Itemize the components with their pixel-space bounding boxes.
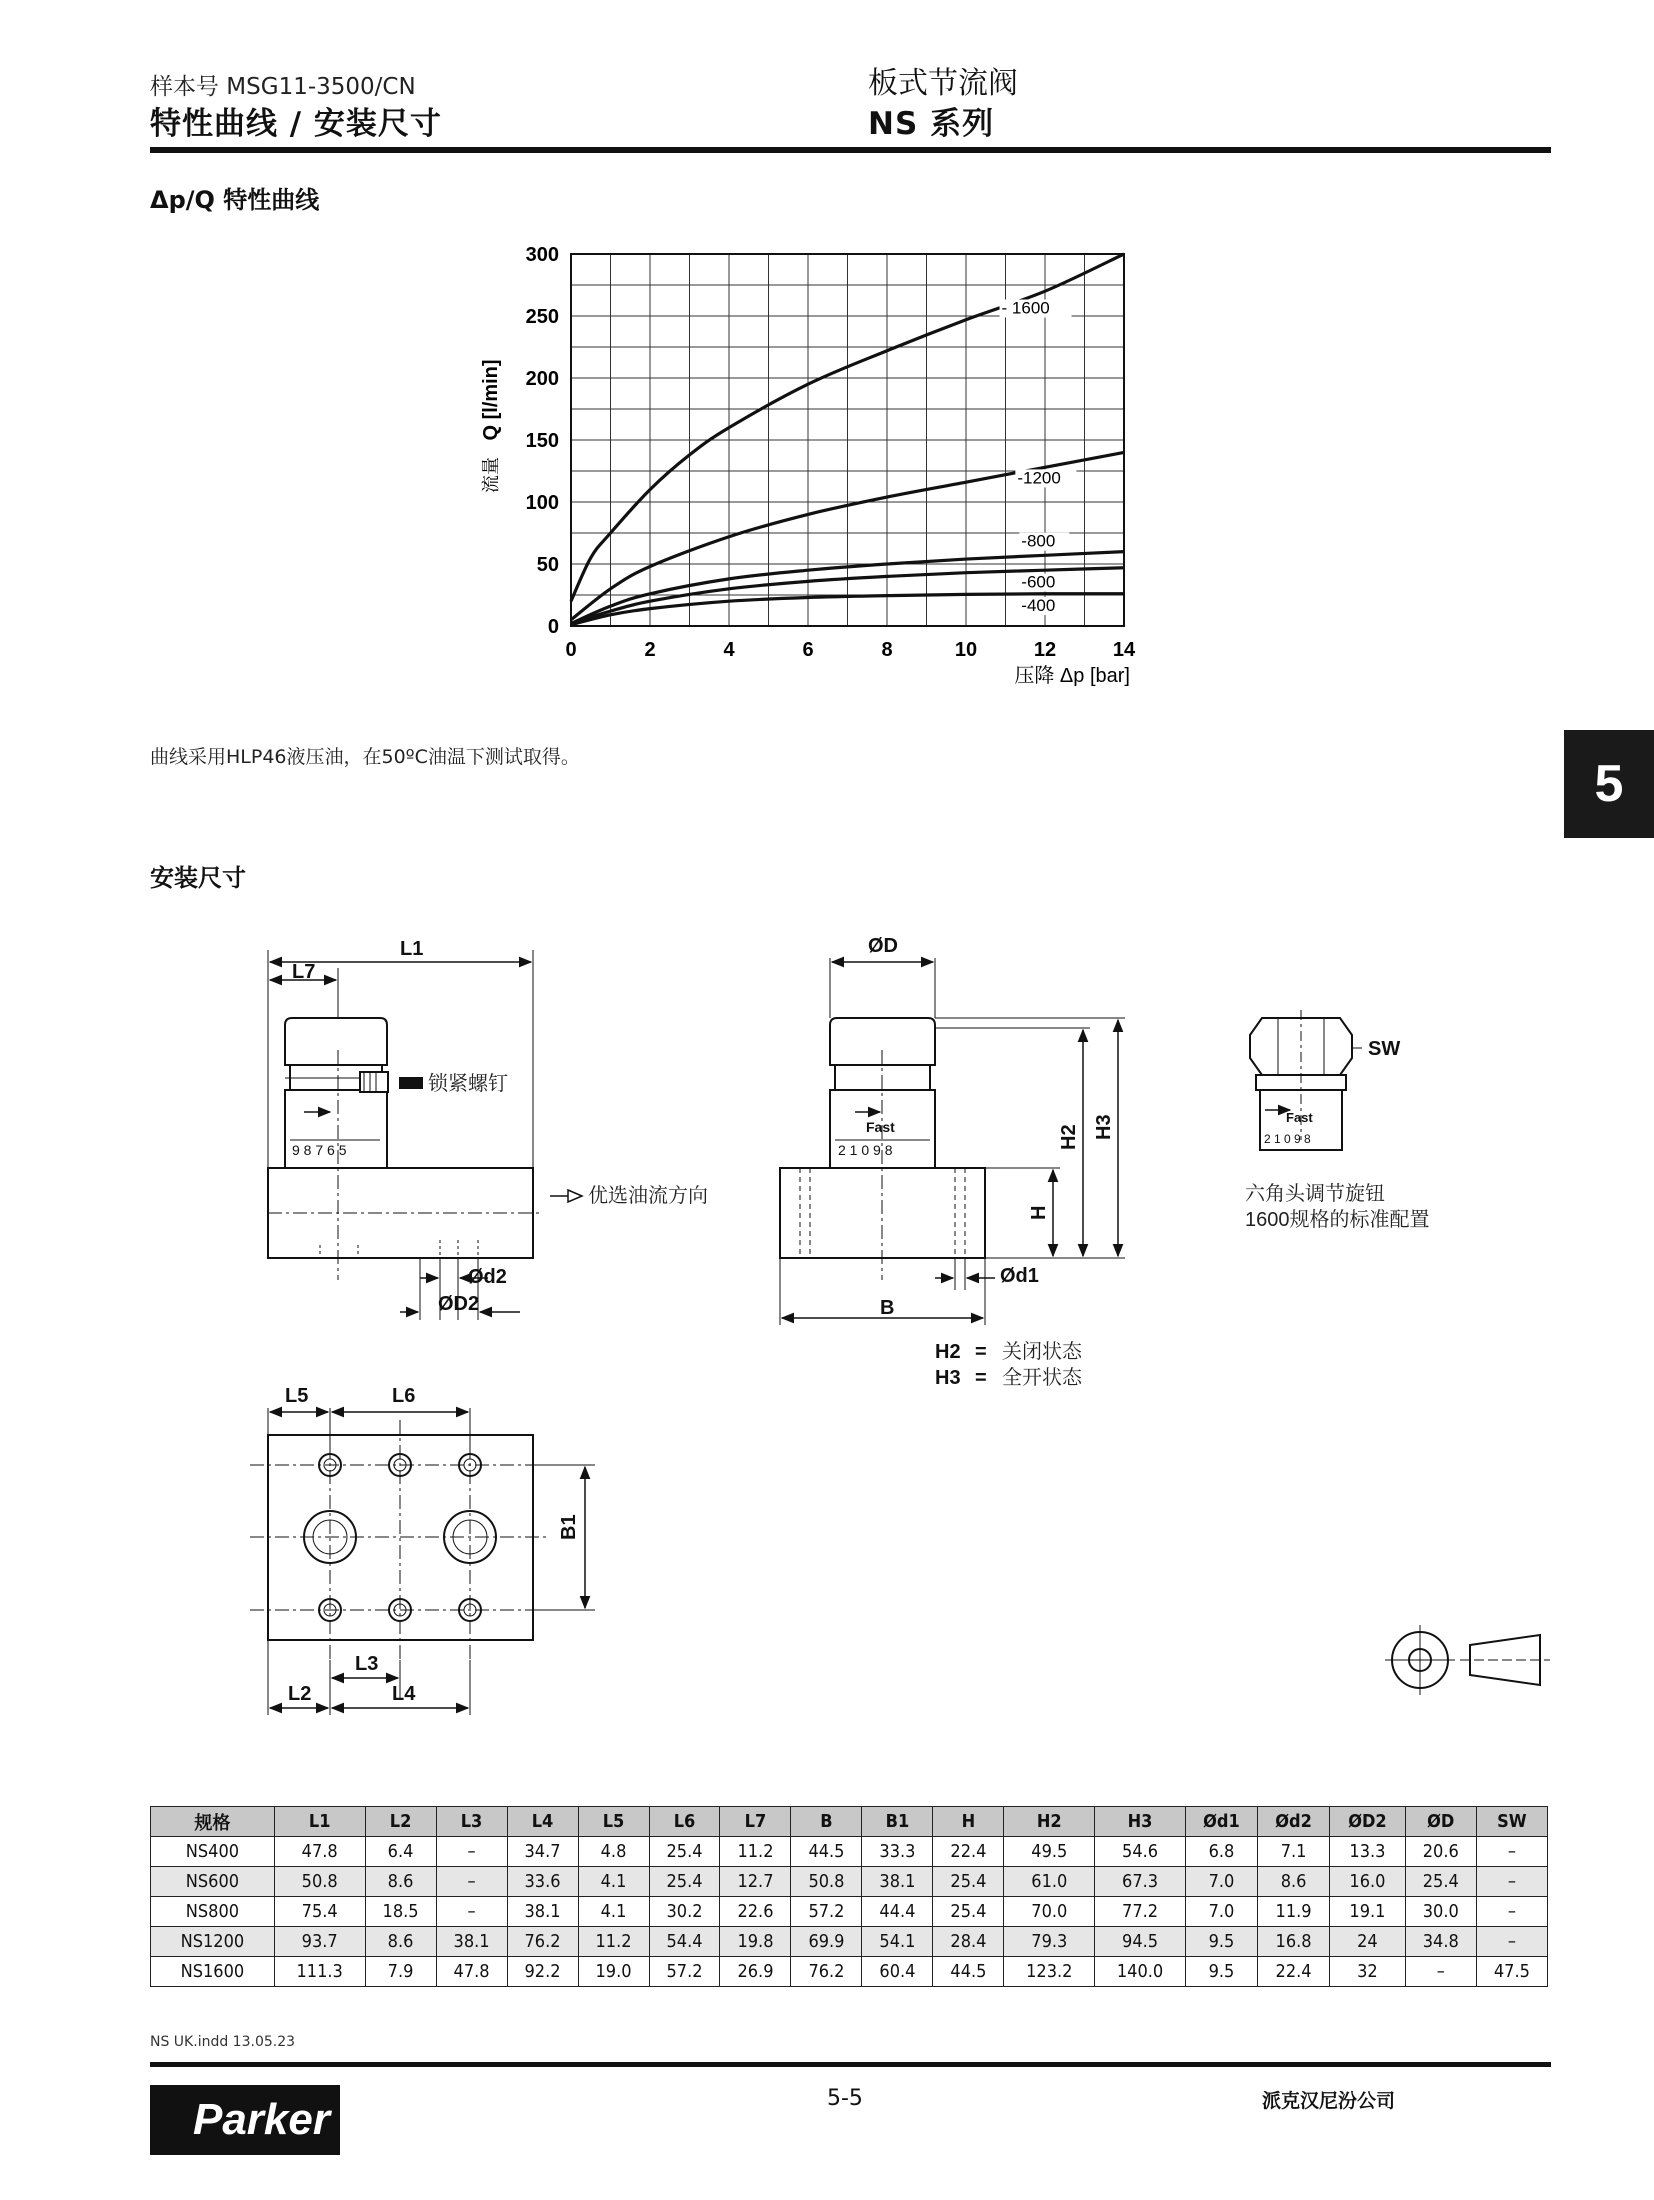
legend-eq-1: = <box>975 1341 987 1363</box>
table-cell: 16.8 <box>1258 1927 1330 1957</box>
label-B1: B1 <box>558 1514 580 1540</box>
chapter-tab: 5 <box>1564 730 1654 838</box>
table-cell: 54.4 <box>649 1927 720 1957</box>
table-cell: 30.2 <box>649 1897 720 1927</box>
table-header-cell: L2 <box>365 1807 436 1837</box>
table-row <box>151 1897 1548 1927</box>
series-label: -600 <box>1021 572 1056 592</box>
y-tick-label: 250 <box>525 306 559 328</box>
label-D2: ØD2 <box>438 1293 480 1315</box>
table-cell: NS1200 <box>151 1927 275 1957</box>
table-cell: 25.4 <box>1405 1867 1476 1897</box>
y-tick-label: 100 <box>525 492 559 514</box>
dimension-table <box>150 1806 1548 1987</box>
table-cell: 22.6 <box>720 1897 791 1927</box>
chart-section-title: Δp/Q 特性曲线 <box>150 186 320 214</box>
label-H3-desc: 全开状态 <box>1002 1367 1082 1389</box>
table-cell: 77.2 <box>1095 1897 1186 1927</box>
table-cell: 75.4 <box>274 1897 365 1927</box>
scale-hex: 2 1 0 9 8 <box>1264 1132 1311 1146</box>
table-header-cell: L5 <box>578 1807 649 1837</box>
table-cell: 7.1 <box>1258 1837 1330 1867</box>
table-header-cell: L4 <box>507 1807 578 1837</box>
table-cell: 8.6 <box>365 1867 436 1897</box>
table-cell: 11.2 <box>578 1927 649 1957</box>
table-cell: 140.0 <box>1095 1957 1186 1987</box>
label-H2-desc: 关闭状态 <box>1002 1341 1082 1363</box>
table-row <box>151 1927 1548 1957</box>
header-rule <box>150 147 1551 153</box>
table-cell: 38.1 <box>862 1867 933 1897</box>
table-cell: 49.5 <box>1004 1837 1095 1867</box>
table-cell: 69.9 <box>791 1927 862 1957</box>
projection-symbol-icon <box>1385 1625 1550 1695</box>
table-header-cell: L6 <box>649 1807 720 1837</box>
table-cell: 12.7 <box>720 1867 791 1897</box>
table-cell: 13.3 <box>1330 1837 1406 1867</box>
label-L7: L7 <box>292 961 316 983</box>
table-cell: 32 <box>1330 1957 1406 1987</box>
table-cell: 22.4 <box>1258 1957 1330 1987</box>
series-label: -1200 <box>1017 468 1061 488</box>
table-cell: 4.1 <box>578 1867 649 1897</box>
table-cell: 4.8 <box>578 1837 649 1867</box>
table-cell: 19.8 <box>720 1927 791 1957</box>
label-flow-dir: 优选油流方向 <box>588 1185 708 1207</box>
table-cell: 111.3 <box>274 1957 365 1987</box>
y-tick-label: 150 <box>525 430 559 452</box>
table-header-cell: L1 <box>274 1807 365 1837</box>
table-header-cell: ØD2 <box>1330 1807 1406 1837</box>
label-L3: L3 <box>355 1653 379 1675</box>
table-cell: 4.1 <box>578 1897 649 1927</box>
table-cell: 26.9 <box>720 1957 791 1987</box>
table-cell: – <box>1476 1837 1547 1867</box>
file-info: NS UK.indd 13.05.23 <box>150 2034 296 2050</box>
x-tick-label: 0 <box>565 639 577 661</box>
hex-fast: Fast <box>1286 1110 1313 1125</box>
characteristic-chart <box>460 230 1160 700</box>
table-cell: – <box>1476 1897 1547 1927</box>
table-cell: 44.5 <box>791 1837 862 1867</box>
table-cell: 54.1 <box>862 1927 933 1957</box>
table-row <box>151 1957 1548 1987</box>
series-label: - 1600 <box>1001 298 1050 318</box>
table-cell: – <box>1476 1927 1547 1957</box>
table-cell: 123.2 <box>1004 1957 1095 1987</box>
hex-knob-view <box>1250 1010 1362 1150</box>
bottom-view <box>250 1408 595 1715</box>
label-H2: H2 <box>1058 1124 1080 1150</box>
table-cell: 57.2 <box>791 1897 862 1927</box>
table-cell: 9.5 <box>1185 1957 1257 1987</box>
section-title: 特性曲线 / 安装尺寸 <box>150 106 442 142</box>
table-cell: 50.8 <box>791 1867 862 1897</box>
table-cell: 9.5 <box>1185 1927 1257 1957</box>
table-cell: 92.2 <box>507 1957 578 1987</box>
label-SW: SW <box>1368 1038 1401 1060</box>
label-B: B <box>880 1297 895 1319</box>
scale-left: 9 8 7 6 5 <box>292 1142 347 1158</box>
table-header-cell: H3 <box>1095 1807 1186 1837</box>
side-knob-top <box>285 1018 387 1065</box>
page-number: 5-5 <box>827 2086 863 2111</box>
series-title: NS 系列 <box>868 106 995 142</box>
table-cell: 61.0 <box>1004 1867 1095 1897</box>
x-tick-label: 4 <box>723 639 735 661</box>
table-cell: – <box>436 1837 507 1867</box>
table-cell: 44.4 <box>862 1897 933 1927</box>
table-header-cell: H2 <box>1004 1807 1095 1837</box>
table-cell: 33.3 <box>862 1837 933 1867</box>
table-cell: 7.0 <box>1185 1867 1257 1897</box>
table-cell: NS800 <box>151 1897 275 1927</box>
table-cell: 67.3 <box>1095 1867 1186 1897</box>
table-cell: 47.5 <box>1476 1957 1547 1987</box>
label-d1: Ød1 <box>1000 1265 1039 1287</box>
table-header-cell: H <box>933 1807 1004 1837</box>
table-cell: 57.2 <box>649 1957 720 1987</box>
parker-logo: Parker <box>150 2085 340 2155</box>
installation-drawings <box>0 900 1654 1740</box>
table-cell: 38.1 <box>436 1927 507 1957</box>
label-H: H <box>1028 1205 1050 1220</box>
table-cell: 34.8 <box>1405 1927 1476 1957</box>
table-cell: 70.0 <box>1004 1897 1095 1927</box>
table-cell: 18.5 <box>365 1897 436 1927</box>
label-L1: L1 <box>400 938 424 960</box>
table-cell: 11.2 <box>720 1837 791 1867</box>
chart-note: 曲线采用HLP46液压油，在50ºC油温下测试取得。 <box>150 746 580 768</box>
table-cell: 47.8 <box>274 1837 365 1867</box>
x-tick-label: 10 <box>954 639 978 661</box>
table-header-cell: B1 <box>862 1807 933 1837</box>
table-cell: 8.6 <box>365 1927 436 1957</box>
table-cell: 7.9 <box>365 1957 436 1987</box>
hex-note-1: 六角头调节旋钮 <box>1245 1183 1385 1205</box>
table-cell: 25.4 <box>649 1837 720 1867</box>
table-header-cell: 规格 <box>151 1807 275 1837</box>
hex-note-2: 1600规格的标准配置 <box>1245 1209 1430 1231</box>
x-tick-label: 2 <box>644 639 656 661</box>
label-L2: L2 <box>288 1683 312 1705</box>
table-header-cell: B <box>791 1807 862 1837</box>
y-tick-label: 300 <box>525 244 559 266</box>
table-cell: 76.2 <box>507 1927 578 1957</box>
table-cell: 7.0 <box>1185 1897 1257 1927</box>
label-d2: Ød2 <box>468 1266 507 1288</box>
table-row <box>151 1837 1548 1867</box>
label-fast: Fast <box>866 1119 895 1135</box>
table-cell: NS1600 <box>151 1957 275 1987</box>
x-tick-label: 14 <box>1112 639 1136 661</box>
series-label: -400 <box>1021 596 1056 616</box>
table-cell: 6.8 <box>1185 1837 1257 1867</box>
table-header-cell: SW <box>1476 1807 1547 1837</box>
table-cell: 34.7 <box>507 1837 578 1867</box>
table-cell: 8.6 <box>1258 1867 1330 1897</box>
legend-H3: H3 <box>935 1367 961 1389</box>
table-cell: 94.5 <box>1095 1927 1186 1957</box>
table-cell: 93.7 <box>274 1927 365 1957</box>
table-cell: – <box>1405 1957 1476 1987</box>
table-header-cell: Ød1 <box>1185 1807 1257 1837</box>
label-L6: L6 <box>392 1385 416 1407</box>
y-tick-label: 200 <box>525 368 559 390</box>
table-cell: 28.4 <box>933 1927 1004 1957</box>
table-cell: 19.0 <box>578 1957 649 1987</box>
scale-mid: 2 1 0 9 8 <box>838 1142 893 1158</box>
legend-H2: H2 <box>935 1341 961 1363</box>
table-cell: 19.1 <box>1330 1897 1406 1927</box>
legend-eq-2: = <box>975 1367 987 1389</box>
table-cell: 38.1 <box>507 1897 578 1927</box>
x-tick-label: 12 <box>1033 639 1057 661</box>
product-name: 板式节流阀 <box>868 66 1018 101</box>
x-axis-label: 压降 Δp [bar] <box>1014 665 1130 687</box>
table-cell: 50.8 <box>274 1867 365 1897</box>
y-tick-label: 0 <box>547 616 559 638</box>
footer-rule <box>150 2062 1551 2067</box>
label-H3: H3 <box>1093 1114 1115 1140</box>
side-view <box>268 950 582 1320</box>
table-cell: 30.0 <box>1405 1897 1476 1927</box>
table-cell: 79.3 <box>1004 1927 1095 1957</box>
table-cell: 76.2 <box>791 1957 862 1987</box>
table-cell: 47.8 <box>436 1957 507 1987</box>
label-L4: L4 <box>392 1683 416 1705</box>
label-D: ØD <box>868 935 898 957</box>
table-row <box>151 1867 1548 1897</box>
y-tick-label: 50 <box>536 554 559 576</box>
y-axis-label: Q [l/min] <box>480 359 502 441</box>
table-cell: 44.5 <box>933 1957 1004 1987</box>
table-cell: 25.4 <box>649 1867 720 1897</box>
label-lock-screw: 锁紧螺钉 <box>428 1073 508 1095</box>
table-header-cell: ØD <box>1405 1807 1476 1837</box>
table-cell: NS400 <box>151 1837 275 1867</box>
table-cell: 22.4 <box>933 1837 1004 1867</box>
table-cell: 24 <box>1330 1927 1406 1957</box>
table-cell: NS600 <box>151 1867 275 1897</box>
table-cell: – <box>436 1897 507 1927</box>
company-name: 派克汉尼汾公司 <box>1262 2090 1396 2112</box>
install-section-title: 安装尺寸 <box>150 864 246 892</box>
table-cell: 54.6 <box>1095 1837 1186 1867</box>
y-axis-label-cn: 流量 <box>481 457 501 493</box>
catalog-number: 样本号 MSG11-3500/CN <box>150 74 416 100</box>
x-tick-label: 8 <box>881 639 893 661</box>
table-header-cell: L7 <box>720 1807 791 1837</box>
table-cell: – <box>436 1867 507 1897</box>
table-cell: 25.4 <box>933 1897 1004 1927</box>
table-cell: 33.6 <box>507 1867 578 1897</box>
table-cell: 25.4 <box>933 1867 1004 1897</box>
table-cell: 16.0 <box>1330 1867 1406 1897</box>
table-cell: 6.4 <box>365 1837 436 1867</box>
series-label: -800 <box>1021 531 1056 551</box>
x-tick-label: 6 <box>802 639 814 661</box>
table-cell: – <box>1476 1867 1547 1897</box>
table-header-cell: L3 <box>436 1807 507 1837</box>
table-header-cell: Ød2 <box>1258 1807 1330 1837</box>
table-cell: 60.4 <box>862 1957 933 1987</box>
table-header-row <box>151 1807 1548 1837</box>
table-cell: 11.9 <box>1258 1897 1330 1927</box>
table-cell: 20.6 <box>1405 1837 1476 1867</box>
label-L5: L5 <box>285 1385 309 1407</box>
